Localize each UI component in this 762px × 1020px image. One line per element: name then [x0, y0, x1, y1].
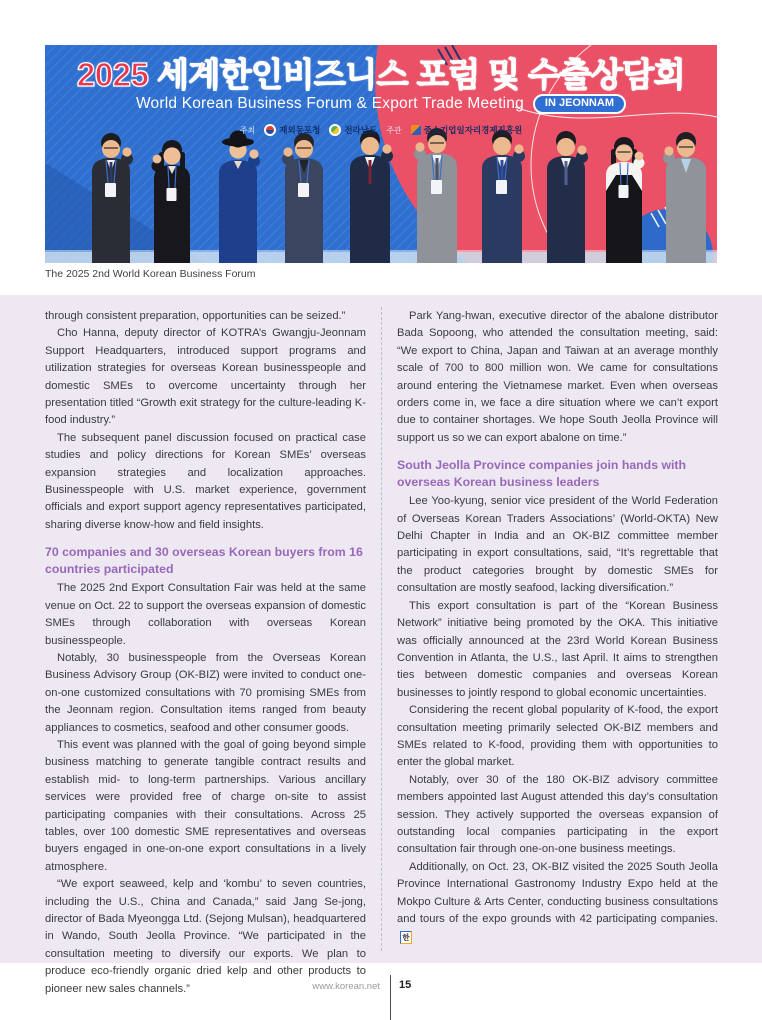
- paragraph: The subsequent panel discussion focused on practical case studies and policy directions for Korean SMEs’ overseas expansion strategies and localization approaches. Businesspeople with U.S. market experience, government officials and export support agency representatives participated, sharing diverse know-how and field insights.: [45, 431, 366, 531]
- host-label: 주최: [239, 125, 256, 135]
- person: [606, 137, 645, 263]
- banner-photo: [45, 45, 717, 263]
- paragraph: Cho Hanna, deputy director of KOTRA’s Gwangju-Jeonnam Support Headquarters, introduced support programs and utilization strategies for overseas Korean businesspeople and domestic SMEs to overcome uncertainty through her presentation titled “Growth exit strategy for the culture-leading K-food industry.”: [45, 327, 366, 427]
- host-logo-label: 재외동포청: [279, 125, 321, 135]
- jeollanamdo-emblem-icon: [329, 124, 341, 136]
- jepa-emblem-icon: [411, 125, 421, 135]
- organizer-logo-jepa: [411, 124, 523, 136]
- paragraph: This event was planned with the goal of going beyond simple business matching to generate tangible contract results and establish mid- to long-term partnerships. Various ancillary services were provided free of charge on-site to assist participating companies with their consultations. Across 25 tables, over 100 domestic SME representatives and overseas buyers engaged in one-on-one export consultations in a lively atmosphere.: [45, 738, 366, 873]
- paragraph: The 2025 2nd Export Consultation Fair was held at the same venue on Oct. 22 to support the overseas expansion of domestic SMEs through collaboration with overseas Korean businesspeople.: [45, 582, 366, 647]
- paragraph: Notably, over 30 of the 180 OK-BIZ advisory committee members appointed last August attended this day’s consultation session. They actively supported the overseas expansion of outstanding local companies participating in the export consultation fair through one-on-one business meetings.: [397, 773, 718, 856]
- column-divider: [381, 307, 382, 951]
- person: [152, 140, 191, 263]
- end-of-article-icon: 한: [400, 931, 412, 944]
- organizer-logos-row: [45, 124, 717, 136]
- left-column: [45, 308, 366, 998]
- paragraph: Lee Yoo-kyung, senior vice president of the World Federation of Overseas Korean Traders Associations’ (World-OKTA) New Delhi Chapter in India and an OK-BIZ committee member participating in export consultations, said, “It’s regrettable that the product categories brought by domestic SMEs for consultation are mostly seafood, lacking diversification.”: [397, 495, 718, 595]
- organizer-logo-label: 중소기업일자리경제진흥원: [423, 125, 523, 135]
- footer-site-url: www.korean.net: [312, 981, 380, 992]
- page-number: 15: [399, 979, 412, 991]
- paragraph: through consistent preparation, opportunities can be seized.”: [45, 310, 346, 322]
- taegeuk-emblem-icon: [264, 124, 276, 136]
- paragraph: Notably, 30 businesspeople from the Overseas Korean Business Advisory Group (OK-BIZ) were invited to conduct one-on-one customized consultations with 70 promising SMEs from the Jeonnam region. Consultation items ranged from beauty appliances to cosmetics, seafood and other consumer goods.: [45, 651, 366, 734]
- location-badge: IN JEONNAM: [533, 94, 626, 114]
- banner-subtitle: World Korean Business Forum & Export Trade Meeting: [136, 95, 524, 112]
- paragraph: This export consultation is part of the “Korean Business Network” initiative being promoted by the OKA. This initiative was officially announced at the 23rd World Korean Business Convention in Atlanta, the U.S., last April. It aims to strengthen ties between domestic companies and overseas Korean businesses to jointly respond to global economic uncertainties.: [397, 599, 718, 699]
- photo-caption: The 2025 2nd World Korean Business Forum: [45, 268, 256, 280]
- right-column: [397, 308, 718, 946]
- paragraph: Park Yang-hwan, executive director of the abalone distributor Bada Sopoong, who attended the consultation meeting, said: “We export to China, Japan and Taiwan at an average monthly scale of 700 to 800 million won. We came for consultations around entering the Vietnamese market. Even when overseas orders come in, we face a dire situation where we can’t export due to container shortages. We hope South Jeolla Province will support us so we can export abalone on time.”: [397, 310, 718, 444]
- paragraph: Considering the recent global popularity of K-food, the export consultation meeting primarily selected OK-BIZ members and SMEs related to K-food, providing them with opportunities to enter the global market.: [397, 704, 718, 769]
- banner-title: 2025 세계한인비즈니스 포럼 및 수출상담회: [76, 56, 686, 93]
- paragraph: “We export seaweed, kelp and ‘kombu’ to seven countries, including the U.S., China and Canada,” said Jang Se-jong, director of Bada Myeongga Ltd. (Sejong Mulsan), headquartered in Wando, South Jeolla Province. “We participated in the consultation meeting to diversify our exports. We plan to produce eco-friendly organic dried kelp and other products to pioneer new sales channels.”: [45, 878, 366, 995]
- organizer-label: 주관: [386, 125, 402, 135]
- host-logo-jeollanamdo: [329, 124, 377, 136]
- paragraph-text: Additionally, on Oct. 23, OK-BIZ visited the 2025 South Jeolla Province International Gastronomy Industry Expo held at the Mokpo Culture & Arts Center, conducting business consultations and tours of the expo grounds with 42 participating companies.: [397, 860, 718, 925]
- footer-divider: [390, 975, 391, 1020]
- paragraph: [397, 859, 718, 946]
- section-heading: 70 companies and 30 overseas Korean buyers from 16 countries participated: [45, 545, 363, 576]
- host-logo-okagency: [264, 124, 320, 136]
- section-heading: South Jeolla Province companies join hands with overseas Korean business leaders: [397, 458, 687, 489]
- host-logo-label: 전라남도: [344, 125, 378, 135]
